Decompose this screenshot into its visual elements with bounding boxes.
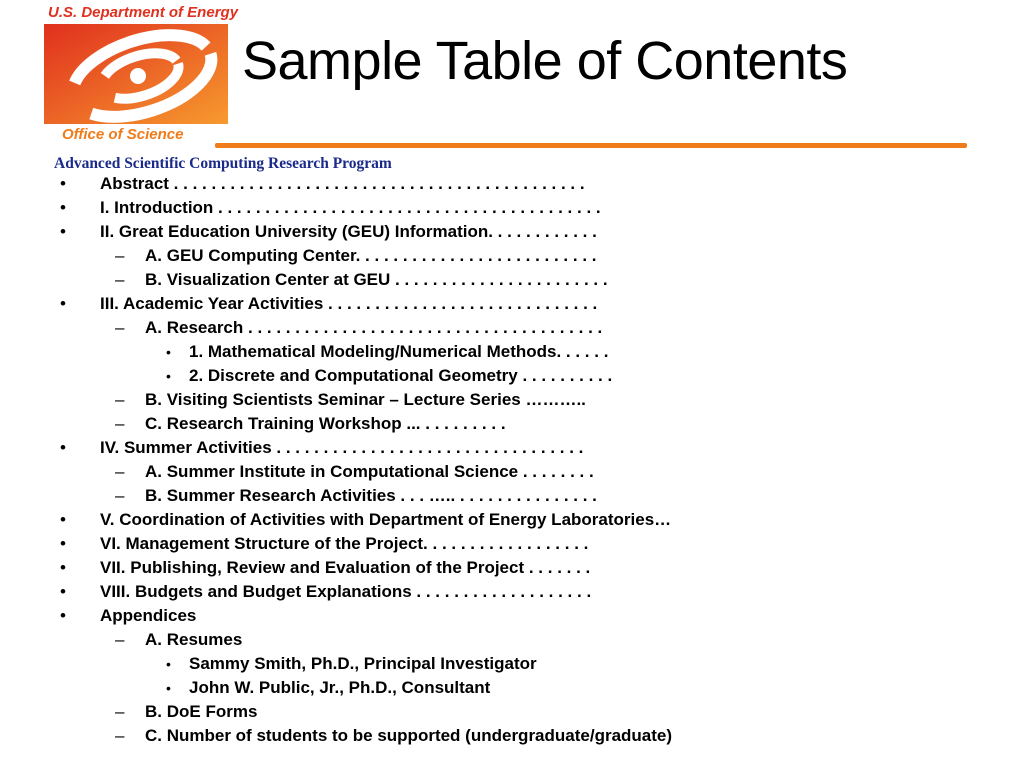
- toc-entry: [0, 604, 1000, 628]
- toc-entry: [0, 580, 1000, 604]
- toc-entry: [0, 676, 1000, 700]
- bullet-marker: •: [60, 438, 66, 457]
- toc-entry: [0, 556, 1000, 580]
- toc-entry: [0, 316, 1000, 340]
- toc-entry-text: B. Visualization Center at GEU . . . . . . . . . . . . . . . . . . . . . . .: [145, 270, 608, 289]
- toc-entry-text: C. Research Training Workshop ... . . . . . . . . .: [145, 414, 506, 433]
- toc-entry-text: A. Research . . . . . . . . . . . . . . . . . . . . . . . . . . . . . . . . . . . . . .: [145, 318, 603, 337]
- toc-entry-text: A. GEU Computing Center. . . . . . . . . . . . . . . . . . . . . . . . . .: [145, 246, 597, 265]
- page-title: Sample Table of Contents: [242, 31, 848, 91]
- toc-entry: [0, 412, 1000, 436]
- bullet-marker: •: [166, 656, 171, 672]
- table-of-contents: [0, 172, 1000, 748]
- toc-entry: [0, 652, 1000, 676]
- toc-entry: [0, 628, 1000, 652]
- toc-entry: [0, 196, 1000, 220]
- toc-entry: [0, 508, 1000, 532]
- toc-entry-text: A. Summer Institute in Computational Science . . . . . . . .: [145, 462, 594, 481]
- toc-entry-text: 2. Discrete and Computational Geometry . . . . . . . . . .: [189, 366, 613, 385]
- toc-entry: [0, 340, 1000, 364]
- bullet-marker: •: [166, 344, 171, 360]
- bullet-marker: •: [60, 222, 66, 241]
- office-name: Office of Science: [62, 126, 184, 143]
- toc-entry: [0, 436, 1000, 460]
- bullet-marker: •: [60, 174, 66, 193]
- bullet-marker: •: [60, 294, 66, 313]
- toc-entry: [0, 244, 1000, 268]
- dash-marker: –: [115, 726, 125, 745]
- toc-entry: [0, 220, 1000, 244]
- bullet-marker: •: [166, 368, 171, 384]
- toc-entry: [0, 388, 1000, 412]
- toc-entry: [0, 724, 1000, 748]
- toc-entry-text: VI. Management Structure of the Project. . . . . . . . . . . . . . . . . .: [100, 534, 589, 553]
- dash-marker: –: [115, 486, 125, 505]
- toc-entry-text: V. Coordination of Activities with Department of Energy Laboratories…: [100, 510, 672, 529]
- dash-marker: –: [115, 702, 125, 721]
- bullet-marker: •: [60, 534, 66, 553]
- toc-entry-text: Sammy Smith, Ph.D., Principal Investigator: [189, 654, 537, 673]
- title-divider: [215, 143, 967, 148]
- toc-entry: [0, 268, 1000, 292]
- toc-entry-text: B. Visiting Scientists Seminar – Lecture Series ………..: [145, 390, 586, 409]
- toc-entry-text: B. DoE Forms: [145, 702, 258, 721]
- program-name: Advanced Scientific Computing Research Program: [54, 155, 392, 172]
- toc-entry: [0, 532, 1000, 556]
- org-name: U.S. Department of Energy: [48, 4, 239, 21]
- bullet-marker: •: [60, 198, 66, 217]
- bullet-marker: •: [60, 582, 66, 601]
- toc-entry-text: Appendices: [100, 606, 197, 625]
- dash-marker: –: [115, 390, 125, 409]
- toc-entry-text: III. Academic Year Activities . . . . . . . . . . . . . . . . . . . . . . . . . . . . .: [100, 294, 598, 313]
- toc-entry: [0, 172, 1000, 196]
- toc-entry-text: I. Introduction . . . . . . . . . . . . . . . . . . . . . . . . . . . . . . . . . . . . . . . . .: [100, 198, 601, 217]
- toc-entry-text: VII. Publishing, Review and Evaluation of the Project . . . . . . .: [100, 558, 591, 577]
- toc-entry-text: VIII. Budgets and Budget Explanations . . . . . . . . . . . . . . . . . . .: [100, 582, 592, 601]
- toc-entry-text: B. Summer Research Activities . . . ….. . . . . . . . . . . . . . . .: [145, 486, 597, 505]
- toc-entry-text: II. Great Education University (GEU) Information. . . . . . . . . . . .: [100, 222, 597, 241]
- toc-entry-text: C. Number of students to be supported (undergraduate/graduate): [145, 726, 673, 745]
- dash-marker: –: [115, 414, 125, 433]
- dash-marker: –: [115, 270, 125, 289]
- toc-entry: [0, 460, 1000, 484]
- toc-entry-text: John W. Public, Jr., Ph.D., Consultant: [189, 678, 491, 697]
- bullet-marker: •: [166, 680, 171, 696]
- toc-entry-text: IV. Summer Activities . . . . . . . . . . . . . . . . . . . . . . . . . . . . . . . . .: [100, 438, 584, 457]
- dash-marker: –: [115, 318, 125, 337]
- toc-entry-text: Abstract . . . . . . . . . . . . . . . . . . . . . . . . . . . . . . . . . . . . . . . . . . . .: [100, 174, 585, 193]
- dash-marker: –: [115, 462, 125, 481]
- toc-entry: [0, 484, 1000, 508]
- dash-marker: –: [115, 246, 125, 265]
- bullet-marker: •: [60, 558, 66, 577]
- toc-entry: [0, 292, 1000, 316]
- bullet-marker: •: [60, 510, 66, 529]
- toc-entry-text: A. Resumes: [145, 630, 243, 649]
- toc-entry: [0, 700, 1000, 724]
- toc-entry: [0, 364, 1000, 388]
- doe-office-of-science-logo: [44, 24, 228, 124]
- bullet-marker: •: [60, 606, 66, 625]
- toc-entry-text: 1. Mathematical Modeling/Numerical Methods. . . . . .: [189, 342, 609, 361]
- dash-marker: –: [115, 630, 125, 649]
